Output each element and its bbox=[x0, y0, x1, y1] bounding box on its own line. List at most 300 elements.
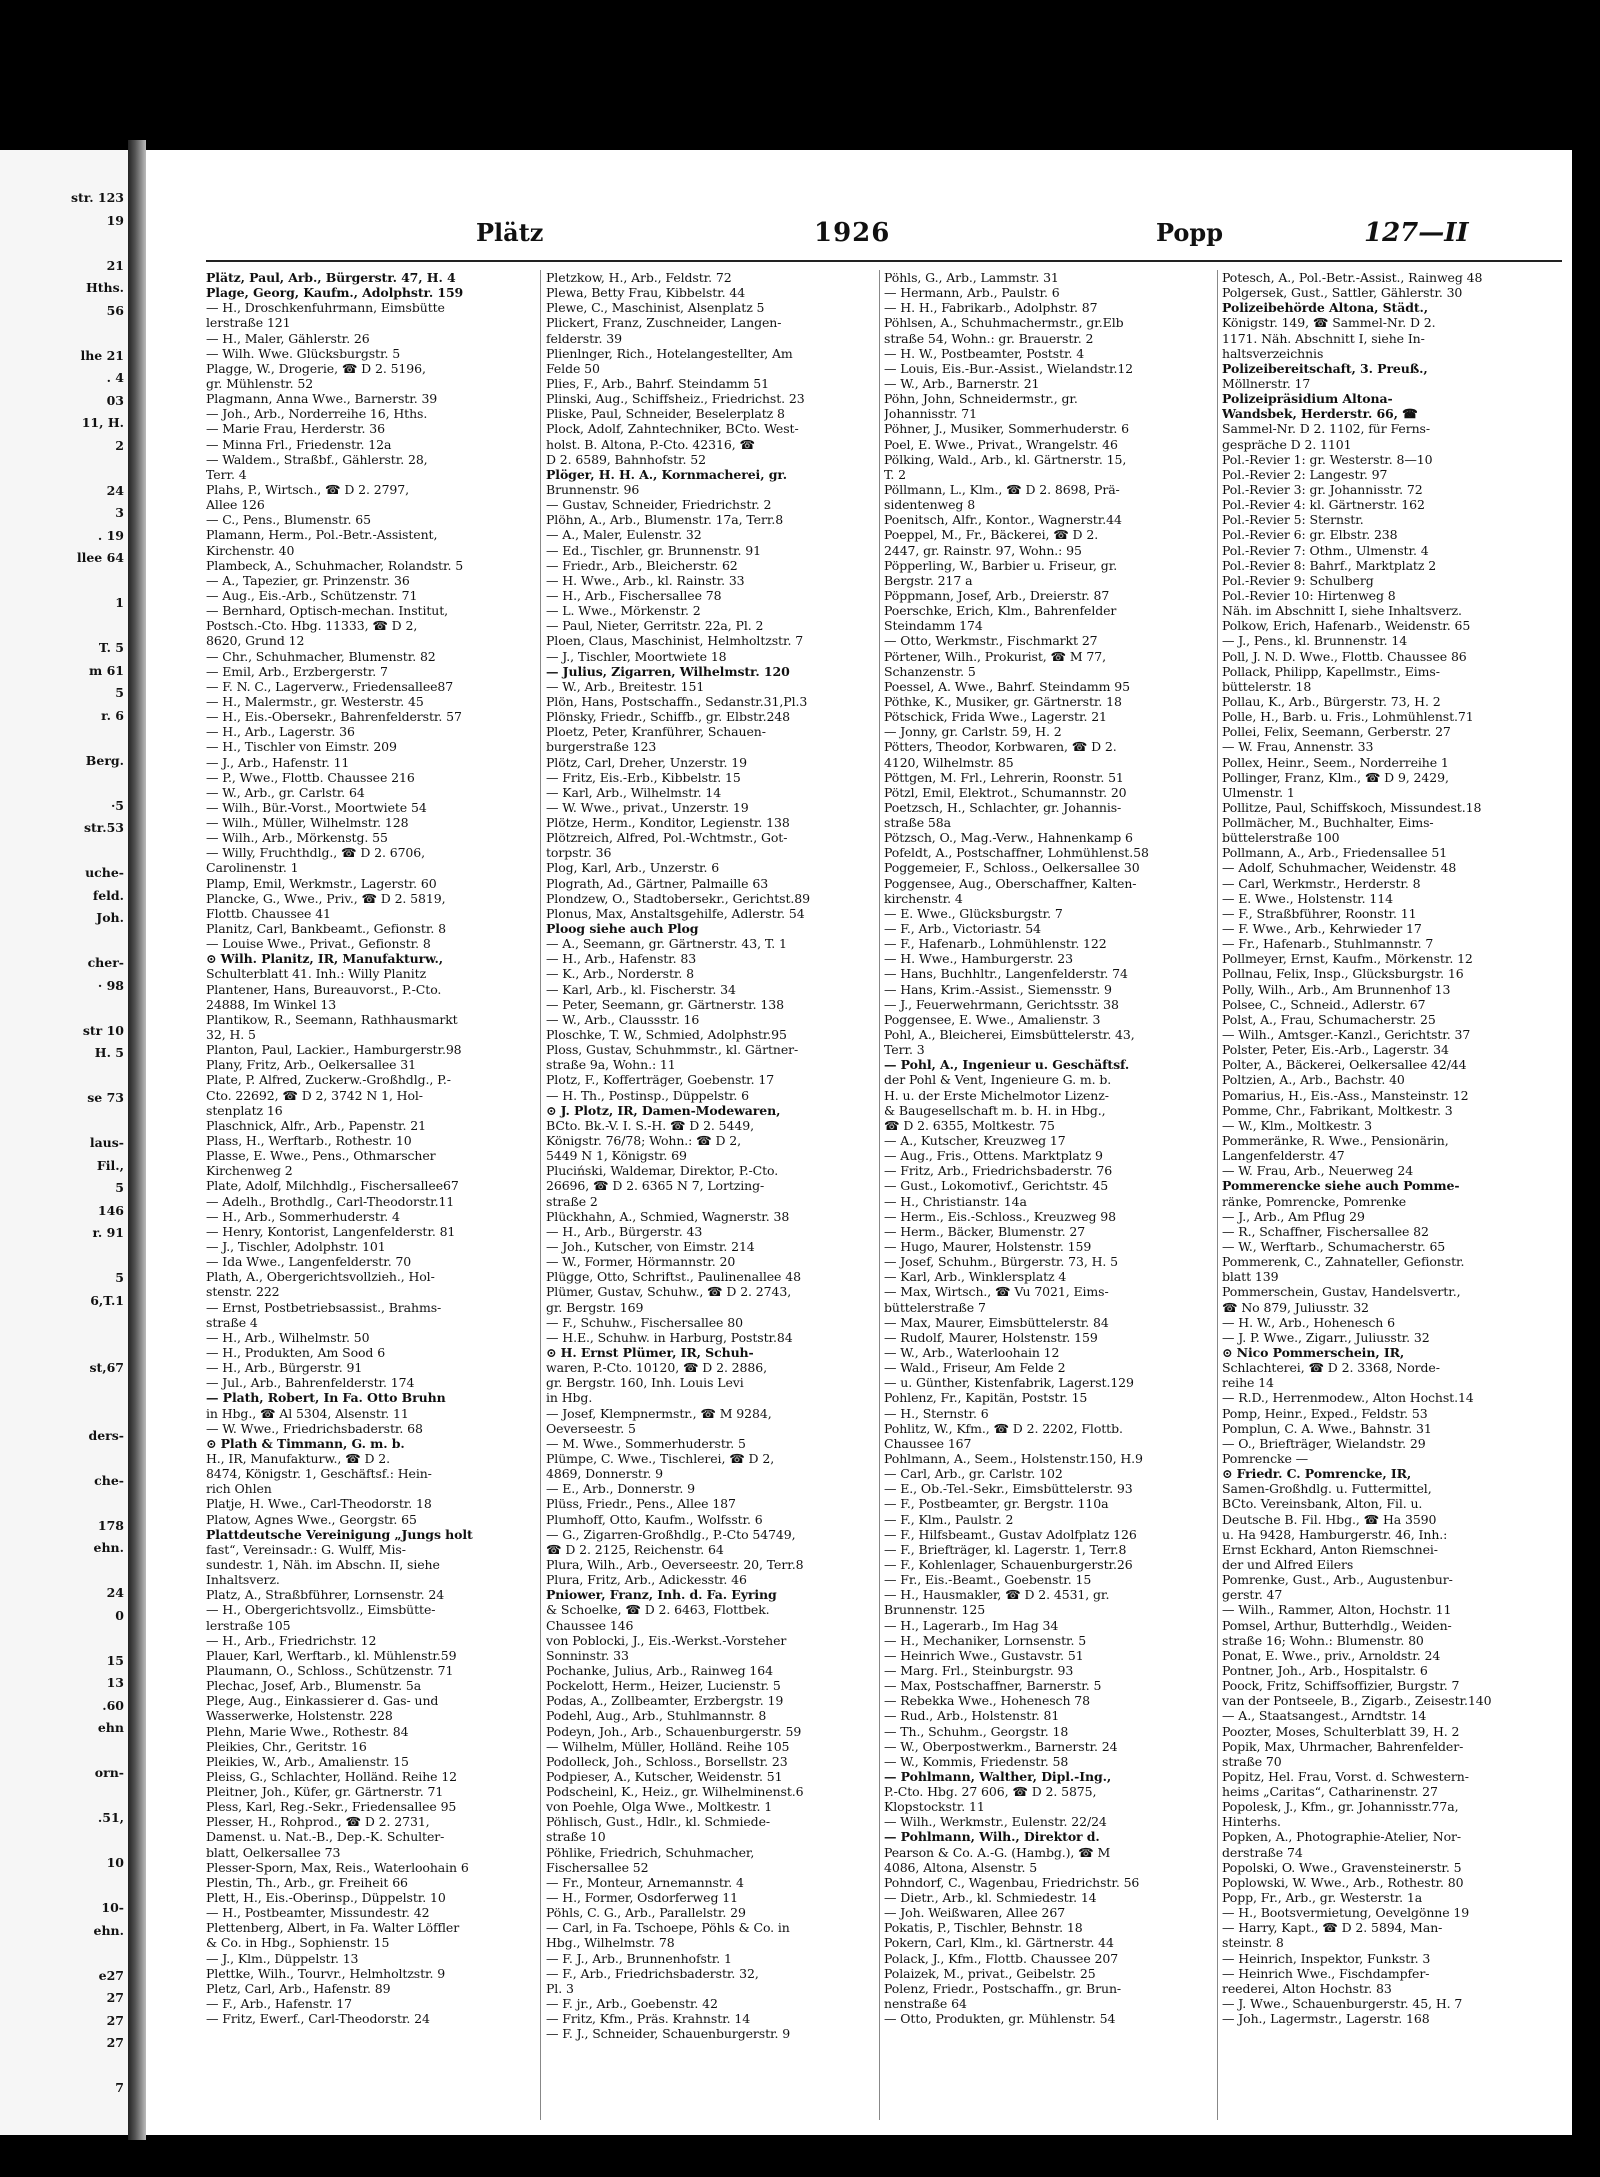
previous-page-fragment bbox=[0, 150, 128, 2135]
directory-entry: Pöhlisch, Gust., Hdlr., kl. Schmiede- bbox=[546, 1814, 771, 1830]
directory-entry: Plondzew, O., Stadtobersekr., Gerichtst.89 bbox=[546, 890, 810, 906]
directory-entry: — Minna Frl., Friedenstr. 12a bbox=[206, 436, 392, 452]
directory-entry: — Aug., Fris., Ottens. Marktplatz 9 bbox=[884, 1148, 1103, 1164]
directory-entry: Pol.-Revier 7: Othm., Ulmenstr. 4 bbox=[1222, 542, 1429, 558]
directory-entry: Polkow, Erich, Hafenarb., Weidenstr. 65 bbox=[1222, 618, 1471, 634]
directory-entry: — Willy, Fruchthdlg., ☎ D 2. 6706, bbox=[206, 845, 426, 861]
directory-entry: Plass, H., Werftarb., Rothestr. 10 bbox=[206, 1133, 412, 1149]
column-divider bbox=[540, 270, 541, 2120]
directory-entry: Ernst Eckhard, Anton Riemschnei- bbox=[1222, 1541, 1438, 1557]
directory-entry: — Chr., Schuhmacher, Blumenstr. 82 bbox=[206, 648, 436, 664]
directory-entry: — H., Obergerichtsvollz., Eimsbütte- bbox=[206, 1602, 436, 1618]
directory-entry: Plantener, Hans, Bureauvorst., P.-Cto. bbox=[206, 981, 442, 997]
directory-entry: lerstraße 105 bbox=[206, 1617, 291, 1633]
directory-entry: — E., Arb., Donnerstr. 9 bbox=[546, 1481, 696, 1497]
directory-entry: Plate, P. Alfred, Zuckerw.-Großhdlg., P.- bbox=[206, 1072, 451, 1088]
directory-entry: Plinski, Aug., Schiffsheiz., Friedrichst. 23 bbox=[546, 391, 805, 407]
previous-page-text: 7 bbox=[115, 2080, 124, 2095]
previous-page-text: uche- bbox=[85, 865, 124, 880]
directory-entry: — H. W., Postbeamter, Poststr. 4 bbox=[884, 345, 1085, 361]
directory-entry: — F., Klm., Paulstr. 2 bbox=[884, 1511, 1014, 1527]
directory-entry: — H. Wwe., Hamburgerstr. 23 bbox=[884, 951, 1073, 967]
previous-page-text: 1 bbox=[115, 595, 124, 610]
previous-page-text: 21 bbox=[106, 257, 124, 273]
directory-entry: Podehl, Aug., Arb., Stuhlmannstr. 8 bbox=[546, 1708, 767, 1724]
directory-entry: Plümer, Gustav, Schuhw., ☎ D 2. 2743, bbox=[546, 1284, 792, 1300]
previous-page-text: 56 bbox=[106, 302, 124, 318]
directory-entry: Ponat, E. Wwe., priv., Arnoldstr. 24 bbox=[1222, 1647, 1441, 1663]
directory-entry: Pol.-Revier 3: gr. Johannisstr. 72 bbox=[1222, 481, 1423, 497]
directory-entry: Pless, Karl, Reg.-Sekr., Friedensallee 95 bbox=[206, 1799, 457, 1815]
directory-entry: Hbg., Wilhelmstr. 78 bbox=[546, 1935, 675, 1951]
directory-entry: Pörtener, Wilh., Prokurist, ☎ M 77, bbox=[884, 648, 1107, 664]
directory-entry: — F. N. C., Lagerverw., Friedensallee87 bbox=[206, 678, 454, 694]
directory-entry: Pöttgen, M. Frl., Lehrerin, Roonstr. 51 bbox=[884, 769, 1124, 785]
directory-entry: — Wilh., Werkmstr., Eulenstr. 22/24 bbox=[884, 1814, 1107, 1830]
previous-page-text: lhe 21 bbox=[80, 347, 124, 363]
directory-entry: der und Alfred Eilers bbox=[1222, 1556, 1354, 1572]
directory-entry: — Pohlmann, Wilh., Direktor d. bbox=[884, 1829, 1100, 1845]
directory-entry: Plamp, Emil, Werkmstr., Lagerstr. 60 bbox=[206, 875, 437, 891]
directory-entry: Poetzsch, H., Schlachter, gr. Johannis- bbox=[884, 799, 1122, 815]
directory-entry: Samen-Großhdlg. u. Futtermittel, bbox=[1222, 1481, 1432, 1497]
directory-entry: Wasserwerke, Holstenstr. 228 bbox=[206, 1708, 393, 1724]
directory-entry: Terr. 3 bbox=[884, 1042, 925, 1058]
directory-entry: Brunnenstr. 125 bbox=[884, 1602, 986, 1618]
directory-entry: Pollei, Felix, Seemann, Gerberstr. 27 bbox=[1222, 724, 1451, 740]
directory-entry: — H., Bootsvermietung, Oevelgönne 19 bbox=[1222, 1905, 1470, 1921]
directory-entry: Pomrencke — bbox=[1222, 1450, 1309, 1466]
directory-entry: reihe 14 bbox=[1222, 1375, 1274, 1391]
directory-entry: — Max, Maurer, Eimsbüttelerstr. 84 bbox=[884, 1314, 1109, 1330]
directory-entry: Pochanke, Julius, Arb., Rainweg 164 bbox=[546, 1662, 773, 1678]
directory-entry: — Henry, Kontorist, Langenfelderstr. 81 bbox=[206, 1223, 456, 1239]
directory-entry: Plönsky, Friedr., Schiffb., gr. Elbstr.248 bbox=[546, 709, 791, 725]
directory-entry: — H., Former, Osdorferweg 11 bbox=[546, 1890, 738, 1906]
column-divider bbox=[1217, 270, 1218, 2120]
directory-entry: — Jul., Arb., Bahrenfelderstr. 174 bbox=[206, 1375, 415, 1391]
directory-entry: — Joh. Weißwaren, Allee 267 bbox=[884, 1905, 1066, 1921]
directory-entry: — Paul, Nieter, Gerritstr. 22a, Pl. 2 bbox=[546, 618, 764, 634]
directory-entry: — Jonny, gr. Carlstr. 59, H. 2 bbox=[884, 724, 1062, 740]
directory-entry: — Fritz, Ewerf., Carl-Theodorstr. 24 bbox=[206, 2011, 430, 2027]
header-rule bbox=[206, 260, 1562, 262]
directory-entry: Schlachterei, ☎ D 2. 3368, Norde- bbox=[1222, 1360, 1440, 1376]
directory-entry: Plany, Fritz, Arb., Oelkersallee 31 bbox=[206, 1057, 417, 1073]
directory-entry: haltsverzeichnis bbox=[1222, 345, 1324, 361]
directory-entry: Poel, E. Wwe., Privat., Wrangelstr. 46 bbox=[884, 436, 1118, 452]
directory-entry: Plehn, Marie Wwe., Rothestr. 84 bbox=[206, 1723, 409, 1739]
directory-entry: — F., Straßbführer, Roonstr. 11 bbox=[1222, 905, 1417, 921]
directory-entry: Näh. im Abschnitt I, siehe Inhaltsverz. bbox=[1222, 603, 1462, 619]
directory-entry: Pohlmann, A., Seem., Holstenstr.150, H.9 bbox=[884, 1450, 1143, 1466]
previous-page-text: r. 91 bbox=[92, 1225, 124, 1240]
directory-entry: Sammel-Nr. D 2. 1102, für Ferns- bbox=[1222, 421, 1430, 437]
directory-entry: — Max, Wirtsch., ☎ Vu 7021, Eims- bbox=[884, 1284, 1109, 1300]
directory-entry: Ploetz, Peter, Kranführer, Schauen- bbox=[546, 724, 766, 740]
directory-entry: — Joh., Lagermstr., Lagerstr. 168 bbox=[1222, 2011, 1430, 2027]
previous-page-text: 5 bbox=[115, 685, 124, 700]
book-gutter bbox=[128, 140, 146, 2140]
directory-entry: — Peter, Seemann, gr. Gärtnerstr. 138 bbox=[546, 996, 784, 1012]
directory-entry: T. 2 bbox=[884, 466, 906, 482]
directory-entry: Pokatis, P., Tischler, Behnstr. 18 bbox=[884, 1920, 1083, 1936]
directory-entry: — A., Maler, Eulenstr. 32 bbox=[546, 527, 702, 543]
directory-entry: felderstr. 39 bbox=[546, 330, 622, 346]
previous-page-text: ders- bbox=[88, 1427, 124, 1443]
directory-entry: — Josef, Klempnermstr., ☎ M 9284, bbox=[546, 1405, 772, 1421]
directory-entry: ⊙ Nico Pommerschein, IR, bbox=[1222, 1344, 1405, 1360]
directory-entry: — Plath, Robert, In Fa. Otto Bruhn bbox=[206, 1390, 446, 1406]
directory-entry: — H., Arb., Bürgerstr. 43 bbox=[546, 1223, 703, 1239]
previous-page-text: che- bbox=[94, 1472, 124, 1488]
directory-entry: Pommeränke, R. Wwe., Pensionärin, bbox=[1222, 1133, 1449, 1149]
directory-entry: Plümpe, C. Wwe., Tischlerei, ☎ D 2, bbox=[546, 1450, 775, 1466]
directory-entry: — Wilh., Müller, Wilhelmstr. 128 bbox=[206, 815, 409, 831]
directory-entry: & Schoelke, ☎ D 2. 6463, Flottbek. bbox=[546, 1602, 770, 1618]
directory-entry: Pollmann, A., Arb., Friedensallee 51 bbox=[1222, 845, 1448, 861]
running-head-first-entry: Plätz bbox=[476, 218, 544, 247]
previous-page-text: 15 bbox=[106, 1652, 124, 1668]
directory-entry: Plötz, Carl, Dreher, Unzerstr. 19 bbox=[546, 754, 747, 770]
previous-page-text: st,67 bbox=[89, 1360, 124, 1375]
directory-entry: H., IR, Manufakturw., ☎ D 2. bbox=[206, 1450, 390, 1466]
directory-entry: — H., Postbeamter, Missundestr. 42 bbox=[206, 1905, 430, 1921]
directory-entry: — H., Arb., Lagerstr. 36 bbox=[206, 724, 355, 740]
directory-entry: Pollack, Philipp, Kapellmstr., Eims- bbox=[1222, 663, 1440, 679]
directory-column-2 bbox=[546, 270, 876, 2130]
directory-entry: — W., Arb., Breitestr. 151 bbox=[546, 678, 705, 694]
previous-page-text: str. 123 bbox=[70, 190, 124, 205]
directory-entry: — Adolf, Schuhmacher, Weidenstr. 48 bbox=[1222, 860, 1457, 876]
directory-entry: — u. Günther, Kistenfabrik, Lagerst.129 bbox=[884, 1375, 1134, 1391]
directory-page bbox=[146, 150, 1572, 2135]
directory-entry: — Heinrich, Inspektor, Funkstr. 3 bbox=[1222, 1950, 1431, 1966]
directory-entry: — Karl, Arb., kl. Fischerstr. 34 bbox=[546, 981, 736, 997]
directory-entry: Polst, A., Frau, Schumacherstr. 25 bbox=[1222, 1011, 1436, 1027]
directory-entry: — Rudolf, Maurer, Holstenstr. 159 bbox=[884, 1329, 1098, 1345]
directory-entry: Plotz, F., Kofferträger, Goebenstr. 17 bbox=[546, 1072, 775, 1088]
previous-page-text: H. 5 bbox=[94, 1045, 124, 1060]
directory-entry: Fischersallee 52 bbox=[546, 1859, 649, 1875]
previous-page-text: se 73 bbox=[87, 1090, 124, 1105]
directory-entry: — H., Eis.-Obersekr., Bahrenfelderstr. 57 bbox=[206, 709, 462, 725]
directory-entry: & Baugesellschaft m. b. H. in Hbg., bbox=[884, 1102, 1106, 1118]
directory-entry: Plückhahn, A., Schmied, Wagnerstr. 38 bbox=[546, 1208, 790, 1224]
directory-entry: Ploschke, T. W., Schmied, Adolphstr.95 bbox=[546, 1027, 787, 1043]
directory-entry: Plamann, Herm., Pol.-Betr.-Assistent, bbox=[206, 527, 438, 543]
running-head-last-entry: Popp bbox=[1156, 218, 1223, 247]
directory-entry: Poggensee, E. Wwe., Amalienstr. 3 bbox=[884, 1011, 1101, 1027]
directory-entry: Polenz, Friedr., Postschaffn., gr. Brun- bbox=[884, 1980, 1122, 1996]
previous-page-text: 0 bbox=[115, 1607, 124, 1623]
directory-entry: — W. Wwe., privat., Unzerstr. 19 bbox=[546, 799, 749, 815]
directory-entry: ⊙ H. Ernst Plümer, IR, Schuh- bbox=[546, 1344, 754, 1360]
previous-page-text: 24 bbox=[106, 1585, 124, 1600]
directory-entry: — H., Produkten, Am Sood 6 bbox=[206, 1344, 386, 1360]
directory-entry: Plettke, Wilh., Tourvr., Helmholtzstr. 9 bbox=[206, 1965, 446, 1981]
directory-entry: — J., Pens., kl. Brunnenstr. 14 bbox=[1222, 633, 1408, 649]
directory-entry: Plickert, Franz, Zuschneider, Langen- bbox=[546, 315, 782, 331]
directory-entry: Podeyn, Joh., Arb., Schauenburgerstr. 59 bbox=[546, 1723, 802, 1739]
directory-entry: — H., Arb., Wilhelmstr. 50 bbox=[206, 1329, 370, 1345]
directory-entry: — H., Tischler von Eimstr. 209 bbox=[206, 739, 397, 755]
directory-entry: Pol.-Revier 8: Bahrf., Marktplatz 2 bbox=[1222, 557, 1437, 573]
directory-entry: — Ed., Tischler, gr. Brunnenstr. 91 bbox=[546, 542, 761, 558]
directory-entry: Poock, Fritz, Schiffsoffizier, Burgstr. 7 bbox=[1222, 1678, 1460, 1694]
directory-entry: Plaumann, O., Schloss., Schützenstr. 71 bbox=[206, 1662, 454, 1678]
directory-entry: Plies, F., Arb., Bahrf. Steindamm 51 bbox=[546, 375, 769, 391]
directory-entry: — Otto, Produkten, gr. Mühlenstr. 54 bbox=[884, 2011, 1116, 2027]
previous-page-text: 27 bbox=[106, 2012, 124, 2028]
directory-entry: Plätz, Paul, Arb., Bürgerstr. 47, H. 4 bbox=[206, 270, 456, 285]
directory-entry: Pl. 3 bbox=[546, 1980, 574, 1996]
directory-entry: Popik, Max, Uhrmacher, Bahrenfelder- bbox=[1222, 1738, 1464, 1754]
directory-entry: — Emil, Arb., Erzbergerstr. 7 bbox=[206, 663, 388, 679]
directory-entry: Sonninstr. 33 bbox=[546, 1647, 629, 1663]
directory-entry: straße 2 bbox=[546, 1193, 598, 1209]
directory-entry: Planitz, Carl, Bankbeamt., Gefionstr. 8 bbox=[206, 921, 446, 937]
directory-entry: Plantikow, R., Seemann, Rathhausmarkt bbox=[206, 1011, 458, 1027]
directory-entry: 2447, gr. Rainstr. 97, Wohn.: 95 bbox=[884, 542, 1082, 558]
directory-entry: — Julius, Zigarren, Wilhelmstr. 120 bbox=[546, 663, 790, 679]
directory-entry: Poeppel, M., Fr., Bäckerei, ☎ D 2. bbox=[884, 527, 1099, 543]
directory-entry: — Adelh., Brothdlg., Carl-Theodorstr.11 bbox=[206, 1193, 455, 1209]
directory-entry: — H. Th., Postinsp., Düppelstr. 6 bbox=[546, 1087, 749, 1103]
directory-entry: ☎ D 2. 6355, Moltkestr. 75 bbox=[884, 1117, 1055, 1133]
directory-entry: — Fr., Eis.-Beamt., Goebenstr. 15 bbox=[884, 1572, 1092, 1588]
directory-entry: 26696, ☎ D 2. 6365 N 7, Lortzing- bbox=[546, 1178, 765, 1194]
directory-entry: Plechac, Josef, Arb., Blumenstr. 5a bbox=[206, 1678, 422, 1694]
directory-entry: Plettenberg, Albert, in Fa. Walter Löffler bbox=[206, 1920, 460, 1936]
previous-page-text: .60 bbox=[102, 1697, 124, 1713]
directory-entry: Pontner, Joh., Arb., Hospitalstr. 6 bbox=[1222, 1662, 1428, 1678]
directory-entry: Plattdeutsche Vereinigung „Jungs holt bbox=[206, 1526, 473, 1542]
directory-entry: — A., Staatsangest., Arndtstr. 14 bbox=[1222, 1708, 1427, 1724]
directory-entry: der Pohl & Vent, Ingenieure G. m. b. bbox=[884, 1072, 1112, 1088]
directory-entry: straße 10 bbox=[546, 1829, 606, 1845]
directory-entry: — Heinrich Wwe., Gustavstr. 51 bbox=[884, 1647, 1084, 1663]
previous-page-text: . 19 bbox=[97, 527, 124, 543]
directory-entry: Brunnenstr. 96 bbox=[546, 481, 640, 497]
directory-entry: Bergstr. 217 a bbox=[884, 572, 973, 588]
directory-entry: lerstraße 121 bbox=[206, 315, 291, 331]
directory-entry: 4086, Altona, Alsenstr. 5 bbox=[884, 1859, 1038, 1875]
directory-entry: Pöllmann, L., Klm., ☎ D 2. 8698, Prä- bbox=[884, 481, 1120, 497]
directory-entry: ränke, Pomrencke, Pomrenke bbox=[1222, 1193, 1407, 1209]
directory-entry: — J., Tischler, Adolphstr. 101 bbox=[206, 1239, 386, 1254]
directory-entry: stenstr. 222 bbox=[206, 1284, 280, 1300]
directory-entry: Plate, Adolf, Milchhdlg., Fischersallee67 bbox=[206, 1178, 459, 1194]
directory-entry: Pockelott, Herm., Heizer, Lucienstr. 5 bbox=[546, 1678, 781, 1694]
directory-entry: — W., Arb., Claussstr. 16 bbox=[546, 1011, 700, 1027]
directory-entry: — Wilh., Amtsger.-Kanzl., Gerichtstr. 37 bbox=[1222, 1027, 1471, 1043]
directory-entry: Plura, Wilh., Arb., Oeverseestr. 20, Terr.8 bbox=[546, 1556, 804, 1572]
previous-page-text: 13 bbox=[106, 1675, 124, 1690]
directory-entry: Platz, A., Straßbführer, Lornsenstr. 24 bbox=[206, 1587, 445, 1603]
directory-entry: Podpieser, A., Kutscher, Weidenstr. 51 bbox=[546, 1768, 783, 1784]
directory-entry: — F., Arb., Friedrichsbaderstr. 32, bbox=[546, 1965, 759, 1981]
directory-entry: 24888, Im Winkel 13 bbox=[206, 996, 337, 1012]
directory-entry: Plötzreich, Alfred, Pol.-Wchtmstr., Got- bbox=[546, 830, 788, 846]
directory-entry: — W. Wwe., Friedrichsbaderstr. 68 bbox=[206, 1420, 423, 1436]
directory-entry: Pohndorf, C., Wagenbau, Friedrichstr. 56 bbox=[884, 1874, 1140, 1890]
directory-entry: — H., Mechaniker, Lornsenstr. 5 bbox=[884, 1632, 1087, 1648]
directory-entry: — Rud., Arb., Holstenstr. 81 bbox=[884, 1708, 1060, 1724]
directory-entry: Polly, Wilh., Arb., Am Brunnenhof 13 bbox=[1222, 981, 1451, 997]
directory-entry: 4120, Wilhelmstr. 85 bbox=[884, 754, 1014, 770]
directory-entry: Pohl, A., Bleicherei, Eimsbüttelerstr. 43, bbox=[884, 1027, 1135, 1043]
previous-page-text: 6,T.1 bbox=[90, 1292, 124, 1308]
directory-entry: — Wald., Friseur, Am Felde 2 bbox=[884, 1360, 1066, 1376]
directory-entry: Plüss, Friedr., Pens., Allee 187 bbox=[546, 1496, 736, 1512]
directory-entry: — A., Kutscher, Kreuzweg 17 bbox=[884, 1133, 1066, 1149]
directory-entry: Pohlenz, Fr., Kapitän, Poststr. 15 bbox=[884, 1390, 1088, 1406]
directory-entry: Pötschick, Frida Wwe., Lagerstr. 21 bbox=[884, 709, 1107, 725]
directory-entry: Pniower, Franz, Inh. d. Fa. Eyring bbox=[546, 1587, 777, 1603]
previous-page-text: 11, H. bbox=[81, 415, 124, 430]
directory-entry: Pleikies, W., Arb., Amalienstr. 15 bbox=[206, 1753, 409, 1769]
directory-entry: Poggemeier, F., Schloss., Oelkersallee 30 bbox=[884, 860, 1140, 876]
directory-entry: Königstr. 76/78; Wohn.: ☎ D 2, bbox=[546, 1133, 742, 1149]
directory-entry: — Karl, Arb., Wilhelmstr. 14 bbox=[546, 784, 722, 800]
directory-entry: Popolesk, J., Kfm., gr. Johannisstr.77a, bbox=[1222, 1799, 1459, 1815]
directory-entry: Pollex, Heinr., Seem., Norderreihe 1 bbox=[1222, 754, 1449, 770]
previous-page-text: 27 bbox=[106, 2035, 124, 2050]
directory-entry: — E. Wwe., Holstenstr. 114 bbox=[1222, 890, 1393, 906]
previous-page-text: orn- bbox=[94, 1765, 124, 1780]
directory-entry: — W., Arb., gr. Carlstr. 64 bbox=[206, 784, 365, 800]
directory-entry: Steindamm 174 bbox=[884, 618, 983, 634]
directory-entry: — J. Wwe., Schauenburgerstr. 45, H. 7 bbox=[1222, 1996, 1463, 2012]
directory-entry: — Wilh., Rammer, Alton, Hochstr. 11 bbox=[1222, 1602, 1452, 1618]
previous-page-text: r. 6 bbox=[101, 707, 124, 723]
previous-page-text: T. 5 bbox=[98, 640, 124, 655]
directory-entry: — Otto, Werkmstr., Fischmarkt 27 bbox=[884, 633, 1098, 649]
directory-entry: Poozter, Moses, Schulterblatt 39, H. 2 bbox=[1222, 1723, 1460, 1739]
directory-entry: straße 58a bbox=[884, 815, 951, 831]
directory-entry: Pletz, Carl, Arb., Hafenstr. 89 bbox=[206, 1980, 391, 1996]
directory-entry: Plath, A., Obergerichtsvollzieh., Hol- bbox=[206, 1269, 435, 1285]
directory-entry: Plötze, Herm., Konditor, Legienstr. 138 bbox=[546, 815, 790, 831]
directory-entry: Pomplun, C. A. Wwe., Bahnstr. 31 bbox=[1222, 1420, 1432, 1436]
directory-entry: Polsee, C., Schneid., Adlerstr. 67 bbox=[1222, 996, 1426, 1012]
directory-entry: Felde 50 bbox=[546, 360, 600, 376]
directory-entry: Allee 126 bbox=[206, 497, 265, 513]
directory-entry: — W. Frau, Annenstr. 33 bbox=[1222, 739, 1374, 755]
directory-entry: Pöppmann, Josef, Arb., Dreierstr. 87 bbox=[884, 587, 1110, 603]
directory-entry: ⊙ Wilh. Planitz, IR, Manufakturw., bbox=[206, 951, 444, 967]
directory-entry: — H., Lagerarb., Im Hag 34 bbox=[884, 1617, 1059, 1633]
previous-page-text: ehn. bbox=[93, 1540, 124, 1555]
directory-entry: Plön, Hans, Postschaffn., Sedanstr.31,Pl.3 bbox=[546, 693, 808, 709]
directory-entry: — F. jr., Arb., Goebenstr. 42 bbox=[546, 1996, 718, 2012]
directory-entry: — Harry, Kapt., ☎ D 2. 5894, Man- bbox=[1222, 1920, 1443, 1936]
directory-entry: — J., Klm., Düppelstr. 13 bbox=[206, 1950, 359, 1966]
directory-entry: kirchenstr. 4 bbox=[884, 890, 963, 906]
scan-border-top bbox=[0, 0, 1600, 150]
previous-page-text: 5 bbox=[115, 1270, 124, 1285]
directory-entry: Pol.-Revier 1: gr. Westerstr. 8—10 bbox=[1222, 451, 1433, 467]
previous-page-text: ehn. bbox=[93, 1922, 124, 1938]
directory-entry: ⊙ Plath & Timmann, G. m. b. bbox=[206, 1435, 405, 1451]
directory-entry: Poggensee, Aug., Oberschaffner, Kalten- bbox=[884, 875, 1137, 891]
directory-entry: Pol.-Revier 4: kl. Gärtnerstr. 162 bbox=[1222, 497, 1425, 513]
directory-entry: & Co. in Hbg., Sophienstr. 15 bbox=[206, 1935, 390, 1951]
previous-page-text: Joh. bbox=[96, 910, 124, 925]
directory-entry: — J. P. Wwe., Zigarr., Juliusstr. 32 bbox=[1222, 1329, 1430, 1345]
directory-entry: straße 4 bbox=[206, 1314, 258, 1330]
directory-entry: Plancke, G., Wwe., Priv., ☎ D 2. 5819, bbox=[206, 890, 446, 906]
directory-entry: Pol.-Revier 6: gr. Elbstr. 238 bbox=[1222, 527, 1398, 543]
directory-entry: — Bernhard, Optisch-mechan. Institut, bbox=[206, 603, 449, 619]
directory-entry: — H., Arb., Fischersallee 78 bbox=[546, 587, 722, 603]
directory-entry: Pleikies, Chr., Geritstr. 16 bbox=[206, 1738, 367, 1754]
directory-column-3 bbox=[884, 270, 1214, 2130]
directory-entry: Platow, Agnes Wwe., Georgstr. 65 bbox=[206, 1511, 417, 1527]
directory-entry: Plagge, W., Drogerie, ☎ D 2. 5196, bbox=[206, 360, 426, 376]
previous-page-text: cher- bbox=[87, 955, 124, 970]
directory-entry: Deutsche B. Fil. Hbg., ☎ Ha 3590 bbox=[1222, 1511, 1437, 1527]
directory-entry: Plett, H., Eis.-Oberinsp., Düppelstr. 10 bbox=[206, 1890, 446, 1906]
directory-entry: — W., Kommis, Friedenstr. 58 bbox=[884, 1753, 1069, 1769]
directory-entry: Pol.-Revier 5: Sternstr. bbox=[1222, 512, 1364, 528]
directory-entry: — Louis, Eis.-Bur.-Assist., Wielandstr.12 bbox=[884, 360, 1134, 376]
directory-entry: — H., Sternstr. 6 bbox=[884, 1405, 989, 1421]
directory-entry: Klopstockstr. 11 bbox=[884, 1799, 985, 1815]
directory-entry: Pöhn, John, Schneidermstr., gr. bbox=[884, 391, 1078, 407]
directory-entry: — J., Arb., Hafenstr. 11 bbox=[206, 754, 350, 770]
directory-entry: Pollinger, Franz, Klm., ☎ D 9, 2429, bbox=[1222, 769, 1449, 785]
directory-entry: Potesch, A., Pol.-Betr.-Assist., Rainweg 48 bbox=[1222, 270, 1483, 285]
directory-entry: — H., Christianstr. 14a bbox=[884, 1193, 1027, 1209]
directory-entry: Schulterblatt 41. Inh.: Willy Planitz bbox=[206, 966, 427, 982]
directory-entry: — H., Maler, Gählerstr. 26 bbox=[206, 330, 370, 346]
directory-entry: Podscheinl, K., Heiz., gr. Wilhelminenst.6 bbox=[546, 1784, 804, 1800]
directory-entry: Plumhoff, Otto, Kaufm., Wolfsstr. 6 bbox=[546, 1511, 763, 1527]
directory-entry: straße 9a, Wohn.: 11 bbox=[546, 1057, 676, 1073]
directory-entry: Plauer, Karl, Werftarb., kl. Mühlenstr.59 bbox=[206, 1647, 457, 1663]
directory-entry: Kirchenweg 2 bbox=[206, 1163, 293, 1179]
previous-page-text: 03 bbox=[106, 392, 124, 408]
directory-entry: von Poehle, Olga Wwe., Moltkestr. 1 bbox=[546, 1799, 773, 1815]
directory-entry: — F. Wwe., Arb., Kehrwieder 17 bbox=[1222, 921, 1422, 937]
directory-entry: Podas, A., Zollbeamter, Erzbergstr. 19 bbox=[546, 1693, 784, 1709]
directory-entry: — Fr., Hafenarb., Stuhlmannstr. 7 bbox=[1222, 936, 1434, 952]
directory-entry: — Ida Wwe., Langenfelderstr. 70 bbox=[206, 1254, 412, 1270]
directory-entry: — R.D., Herrenmodew., Alton Hochst.14 bbox=[1222, 1390, 1474, 1406]
directory-entry: blatt 139 bbox=[1222, 1269, 1279, 1285]
directory-entry: van der Pontseele, B., Zigarb., Zeisestr.140 bbox=[1222, 1693, 1492, 1709]
directory-entry: Polizeibereitschaft, 3. Preuß., bbox=[1222, 360, 1428, 376]
directory-entry: Pollnau, Felix, Insp., Glücksburgstr. 16 bbox=[1222, 966, 1464, 982]
directory-entry: — Joh., Kutscher, von Eimstr. 214 bbox=[546, 1239, 755, 1254]
directory-entry: Poessel, A. Wwe., Bahrf. Steindamm 95 bbox=[884, 678, 1131, 694]
directory-entry: — Dietr., Arb., kl. Schmiedestr. 14 bbox=[884, 1890, 1097, 1906]
directory-entry: — H., Arb., Bürgerstr. 91 bbox=[206, 1360, 363, 1376]
directory-entry: u. Ha 9428, Hamburgerstr. 46, Inh.: bbox=[1222, 1526, 1448, 1542]
directory-entry: — Herm., Bäcker, Blumenstr. 27 bbox=[884, 1223, 1086, 1239]
directory-entry: Pleitner, Joh., Küfer, gr. Gärtnerstr. 71 bbox=[206, 1784, 444, 1800]
directory-entry: Pol.-Revier 9: Schulberg bbox=[1222, 572, 1374, 588]
directory-entry: — Wilh., Arb., Mörkenstg. 55 bbox=[206, 830, 388, 846]
directory-entry: Pollau, K., Arb., Bürgerstr. 73, H. 2 bbox=[1222, 693, 1441, 709]
directory-entry: — E., Ob.-Tel.-Sekr., Eimsbüttelerstr. 93 bbox=[884, 1481, 1133, 1497]
directory-entry: Polizeipräsidium Altona- bbox=[1222, 391, 1393, 407]
directory-entry: Plewe, C., Maschinist, Alsenplatz 5 bbox=[546, 300, 765, 316]
directory-entry: rich Ohlen bbox=[206, 1481, 272, 1497]
directory-entry: — Carl, Werkmstr., Herderstr. 8 bbox=[1222, 875, 1421, 891]
